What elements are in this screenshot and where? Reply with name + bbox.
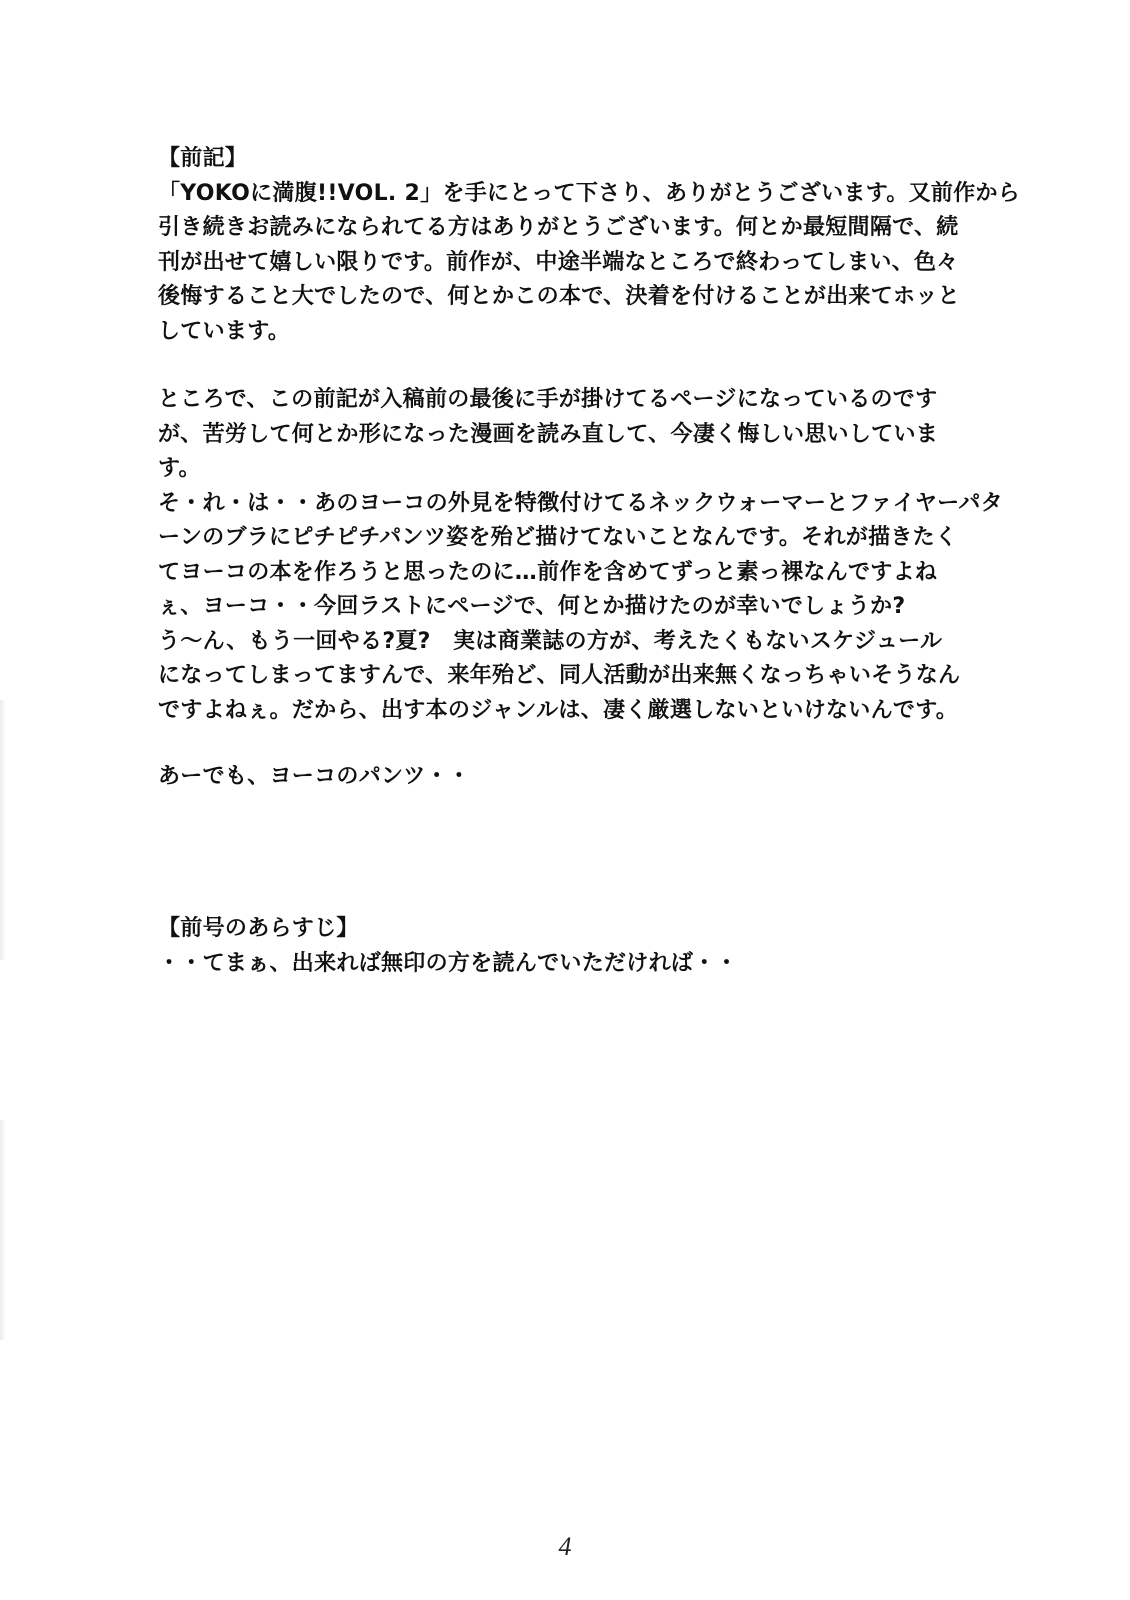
- foreword-line: そ・れ・は・・あのヨーコの外見を特徴付けてるネックウォーマーとファイヤーパタ: [158, 490, 1003, 516]
- foreword-line: 刊が出せて嬉しい限りです。前作が、中途半端なところで終わってしまい、色々: [158, 249, 959, 275]
- foreword-line: ところで、この前記が入稿前の最後に手が掛けてるページになっているのです: [158, 387, 938, 412]
- synopsis-text: ・・てまぁ、出来れば無印の方を読んでいただければ・・: [158, 950, 738, 976]
- foreword-line: てヨーコの本を作ろうと思ったのに…前作を含めてずっと素っ裸なんですよね: [158, 559, 938, 585]
- foreword-line: ーンのブラにピチピチパンツ姿を殆ど描けてないことなんです。それが描きたく: [158, 525, 958, 550]
- synopsis-section: [158, 912, 958, 981]
- foreword-line: あーでも、ヨーコのパンツ・・: [158, 764, 471, 789]
- foreword-line: が、苦労して何とか形になった漫画を読み直して、今凄く悔しい思いしていま: [158, 421, 939, 447]
- foreword-heading: 【前記】: [158, 146, 248, 171]
- foreword-line: 引き続きお読みになられてる方はありがとうございます。何とか最短間隔で、続: [158, 215, 959, 240]
- foreword-line: す。: [158, 456, 201, 481]
- synopsis-heading: 【前号のあらすじ】: [158, 916, 359, 941]
- scan-edge-shadow: [0, 700, 6, 960]
- foreword-line: う～ん、もう一回やる?夏? 実は商業誌の方が、考えたくもないスケジュール: [158, 628, 943, 654]
- foreword-section: [158, 142, 1021, 349]
- foreword-line: になってしまってますんで、来年殆ど、同人活動が出来無くなっちゃいそうなん: [158, 663, 961, 688]
- page-number: 4: [558, 1532, 572, 1561]
- foreword-paragraph-3: [158, 760, 958, 795]
- foreword-line: ぇ、ヨーコ・・今回ラストにページで、何とか描けたのが幸いでしょうか?: [158, 594, 906, 619]
- foreword-line: 後悔すること大でしたので、何とかこの本で、決着を付けることが出来てホッと: [158, 284, 960, 309]
- scan-edge-shadow: [0, 1120, 6, 1340]
- foreword-line: ですよねぇ。だから、出す本のジャンルは、凄く厳選しないといけないんです。: [158, 697, 959, 723]
- foreword-line: しています。: [158, 318, 291, 344]
- foreword-line: 「YOKOに満腹!!VOL. 2」を手にとって下さり、ありがとうございます。又前作から: [158, 180, 1021, 206]
- foreword-paragraph-2: [158, 383, 1003, 728]
